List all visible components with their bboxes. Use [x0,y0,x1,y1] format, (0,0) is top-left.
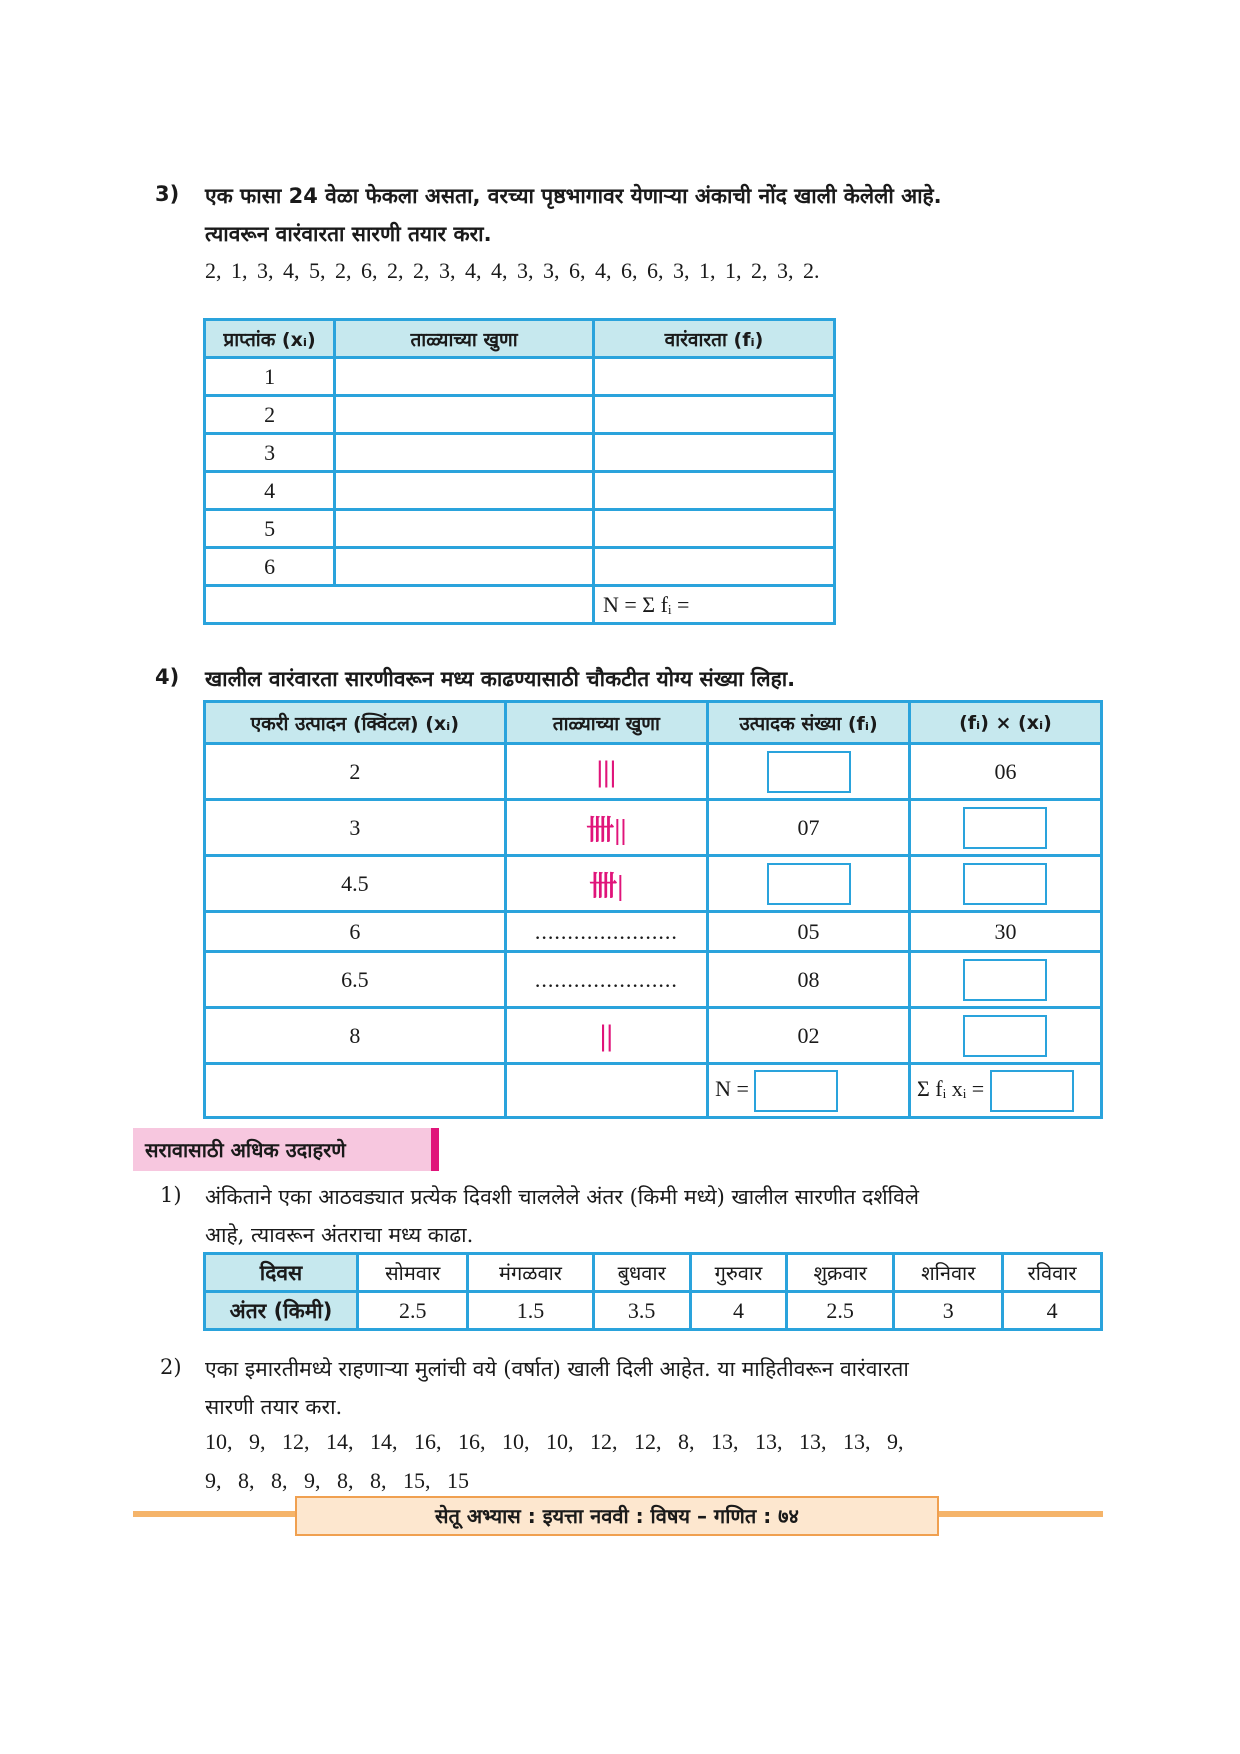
q4-producers-value: 07 [708,800,910,856]
answer-box[interactable] [767,863,851,905]
q3-text-line1: एक फासा 24 वेळा फेकला असता, वरच्या पृष्ठभागावर येणाऱ्या अंकाची नोंद खाली केलेली आहे. [205,184,942,208]
answer-box[interactable] [963,959,1047,1001]
q4-sum-label: Σ fᵢ xᵢ = [916,1075,985,1101]
q3-tally-cell[interactable] [335,434,594,472]
q4-tally-marks: || [505,1008,707,1064]
q4-tally-marks: 卌| [505,856,707,912]
ex1-distance: 4 [1003,1292,1102,1330]
ex1-day: गुरुवार [690,1254,786,1292]
q3-frequency-table [203,318,836,625]
ex1-day: मंगळवार [468,1254,593,1292]
ex1-day: रविवार [1003,1254,1102,1292]
q3-data: 2, 1, 3, 4, 5, 2, 6, 2, 2, 3, 4, 4, 3, 3, 6, 4, 6, 6, 3, 1, 1, 2, 3, 2. [205,258,820,283]
ex2-data-line2: 9, 8, 8, 9, 8, 8, 15, 15 [205,1468,469,1493]
ex1-distance: 4 [690,1292,786,1330]
ex1-distance-table [203,1252,1103,1331]
q4-yield-value: 3 [205,800,506,856]
q4-n-label: N = [715,1075,749,1101]
q3-number: 3) [155,182,180,206]
q4-total-blank [205,1064,506,1118]
q3-frequency-cell[interactable] [593,358,834,396]
ex1-day-label: दिवस [205,1254,358,1292]
q3-row-value: 2 [205,396,335,434]
q3-tally-cell[interactable] [335,472,594,510]
answer-box[interactable] [767,751,851,793]
q4-product-value: 06 [909,744,1101,800]
q3-tally-cell[interactable] [335,358,594,396]
q3-text-line2: त्यावरून वारंवारता सारणी तयार करा. [205,222,492,246]
q4-mean-table [203,700,1103,1119]
footer-banner: सेतू अभ्यास : इयत्ता नववी : विषय – गणित : ७४ [295,1496,939,1536]
ex1-distance: 1.5 [468,1292,593,1330]
q4-producers-cell[interactable] [708,856,910,912]
ex1-number: 1) [160,1183,182,1207]
q4-product-cell[interactable] [909,856,1101,912]
ex2-data-line1: 10, 9, 12, 14, 14, 16, 16, 10, 10, 12, 12, 8, 13, 13, 13, 13, 9, [205,1429,904,1454]
q4-header-producers: उत्पादक संख्या (fᵢ) [708,702,910,744]
q3-frequency-cell[interactable] [593,396,834,434]
answer-box[interactable] [754,1070,838,1112]
answer-box[interactable] [990,1070,1074,1112]
ex2-number: 2) [160,1355,182,1379]
q3-row-value: 4 [205,472,335,510]
answer-box[interactable] [963,807,1047,849]
q4-yield-value: 2 [205,744,506,800]
q4-yield-value: 6 [205,912,506,952]
ex2-text-line1: एका इमारतीमध्ये राहणाऱ्या मुलांची वये (वर्षात) खाली दिली आहेत. या माहितीवरून वारंवारता [205,1357,909,1381]
q4-sum-cell[interactable] [909,1064,1101,1118]
ex1-distance: 3.5 [593,1292,690,1330]
q3-total-blank [205,586,594,624]
ex2-text-line2: सारणी तयार करा. [205,1395,343,1419]
q4-producers-value: 08 [708,952,910,1008]
ex1-distance: 2.5 [787,1292,894,1330]
q4-n-cell[interactable] [708,1064,910,1118]
q3-row-value: 1 [205,358,335,396]
q4-title: खालील वारंवारता सारणीवरून मध्य काढण्यासाठी चौकटीत योग्य संख्या लिहा. [205,667,796,691]
q4-tally-marks: 卌|| [505,800,707,856]
q3-header-score: प्राप्तांक (xᵢ) [205,320,335,358]
q3-frequency-cell[interactable] [593,548,834,586]
ex1-distance-label: अंतर (किमी) [205,1292,358,1330]
q4-header-product: (fᵢ) × (xᵢ) [909,702,1101,744]
q3-header-frequency: वारंवारता (fᵢ) [593,320,834,358]
q3-tally-cell[interactable] [335,510,594,548]
q3-frequency-cell[interactable] [593,434,834,472]
q4-producers-cell[interactable] [708,744,910,800]
ex1-distance: 3 [894,1292,1003,1330]
q4-yield-value: 8 [205,1008,506,1064]
q4-header-tally: ताळ्याच्या खुणा [505,702,707,744]
q4-tally-blank[interactable]: ...................... [505,952,707,1008]
ex1-text-line2: आहे, त्यावरून अंतराचा मध्य काढा. [205,1223,474,1247]
q3-tally-cell[interactable] [335,548,594,586]
q4-producers-value: 05 [708,912,910,952]
q3-total-cell[interactable]: N = Σ fᵢ = [593,586,834,624]
q4-tally-blank[interactable]: ...................... [505,912,707,952]
q3-frequency-cell[interactable] [593,472,834,510]
ex1-day: बुधवार [593,1254,690,1292]
ex1-day: सोमवार [358,1254,468,1292]
q4-header-yield: एकरी उत्पादन (क्विंटल) (xᵢ) [205,702,506,744]
q4-tally-marks: ||| [505,744,707,800]
q4-yield-value: 6.5 [205,952,506,1008]
ex1-day: शुक्रवार [787,1254,894,1292]
ex1-distance: 2.5 [358,1292,468,1330]
q4-producers-value: 02 [708,1008,910,1064]
q3-row-value: 6 [205,548,335,586]
q4-total-blank [505,1064,707,1118]
q4-product-cell[interactable] [909,1008,1101,1064]
q3-row-value: 5 [205,510,335,548]
q4-product-cell[interactable] [909,800,1101,856]
q4-product-cell[interactable] [909,952,1101,1008]
ex1-text-line1: अंकिताने एका आठवड्यात प्रत्येक दिवशी चाललेले अंतर (किमी मध्ये) खालील सारणीत दर्शविले [205,1185,919,1209]
q4-yield-value: 4.5 [205,856,506,912]
q4-number: 4) [155,665,180,689]
q4-product-value: 30 [909,912,1101,952]
answer-box[interactable] [963,863,1047,905]
section-heading: सरावासाठी अधिक उदाहरणे [133,1128,439,1171]
answer-box[interactable] [963,1015,1047,1057]
q3-tally-cell[interactable] [335,396,594,434]
q3-row-value: 3 [205,434,335,472]
q3-frequency-cell[interactable] [593,510,834,548]
q3-header-tally: ताळ्याच्या खुणा [335,320,594,358]
ex1-day: शनिवार [894,1254,1003,1292]
